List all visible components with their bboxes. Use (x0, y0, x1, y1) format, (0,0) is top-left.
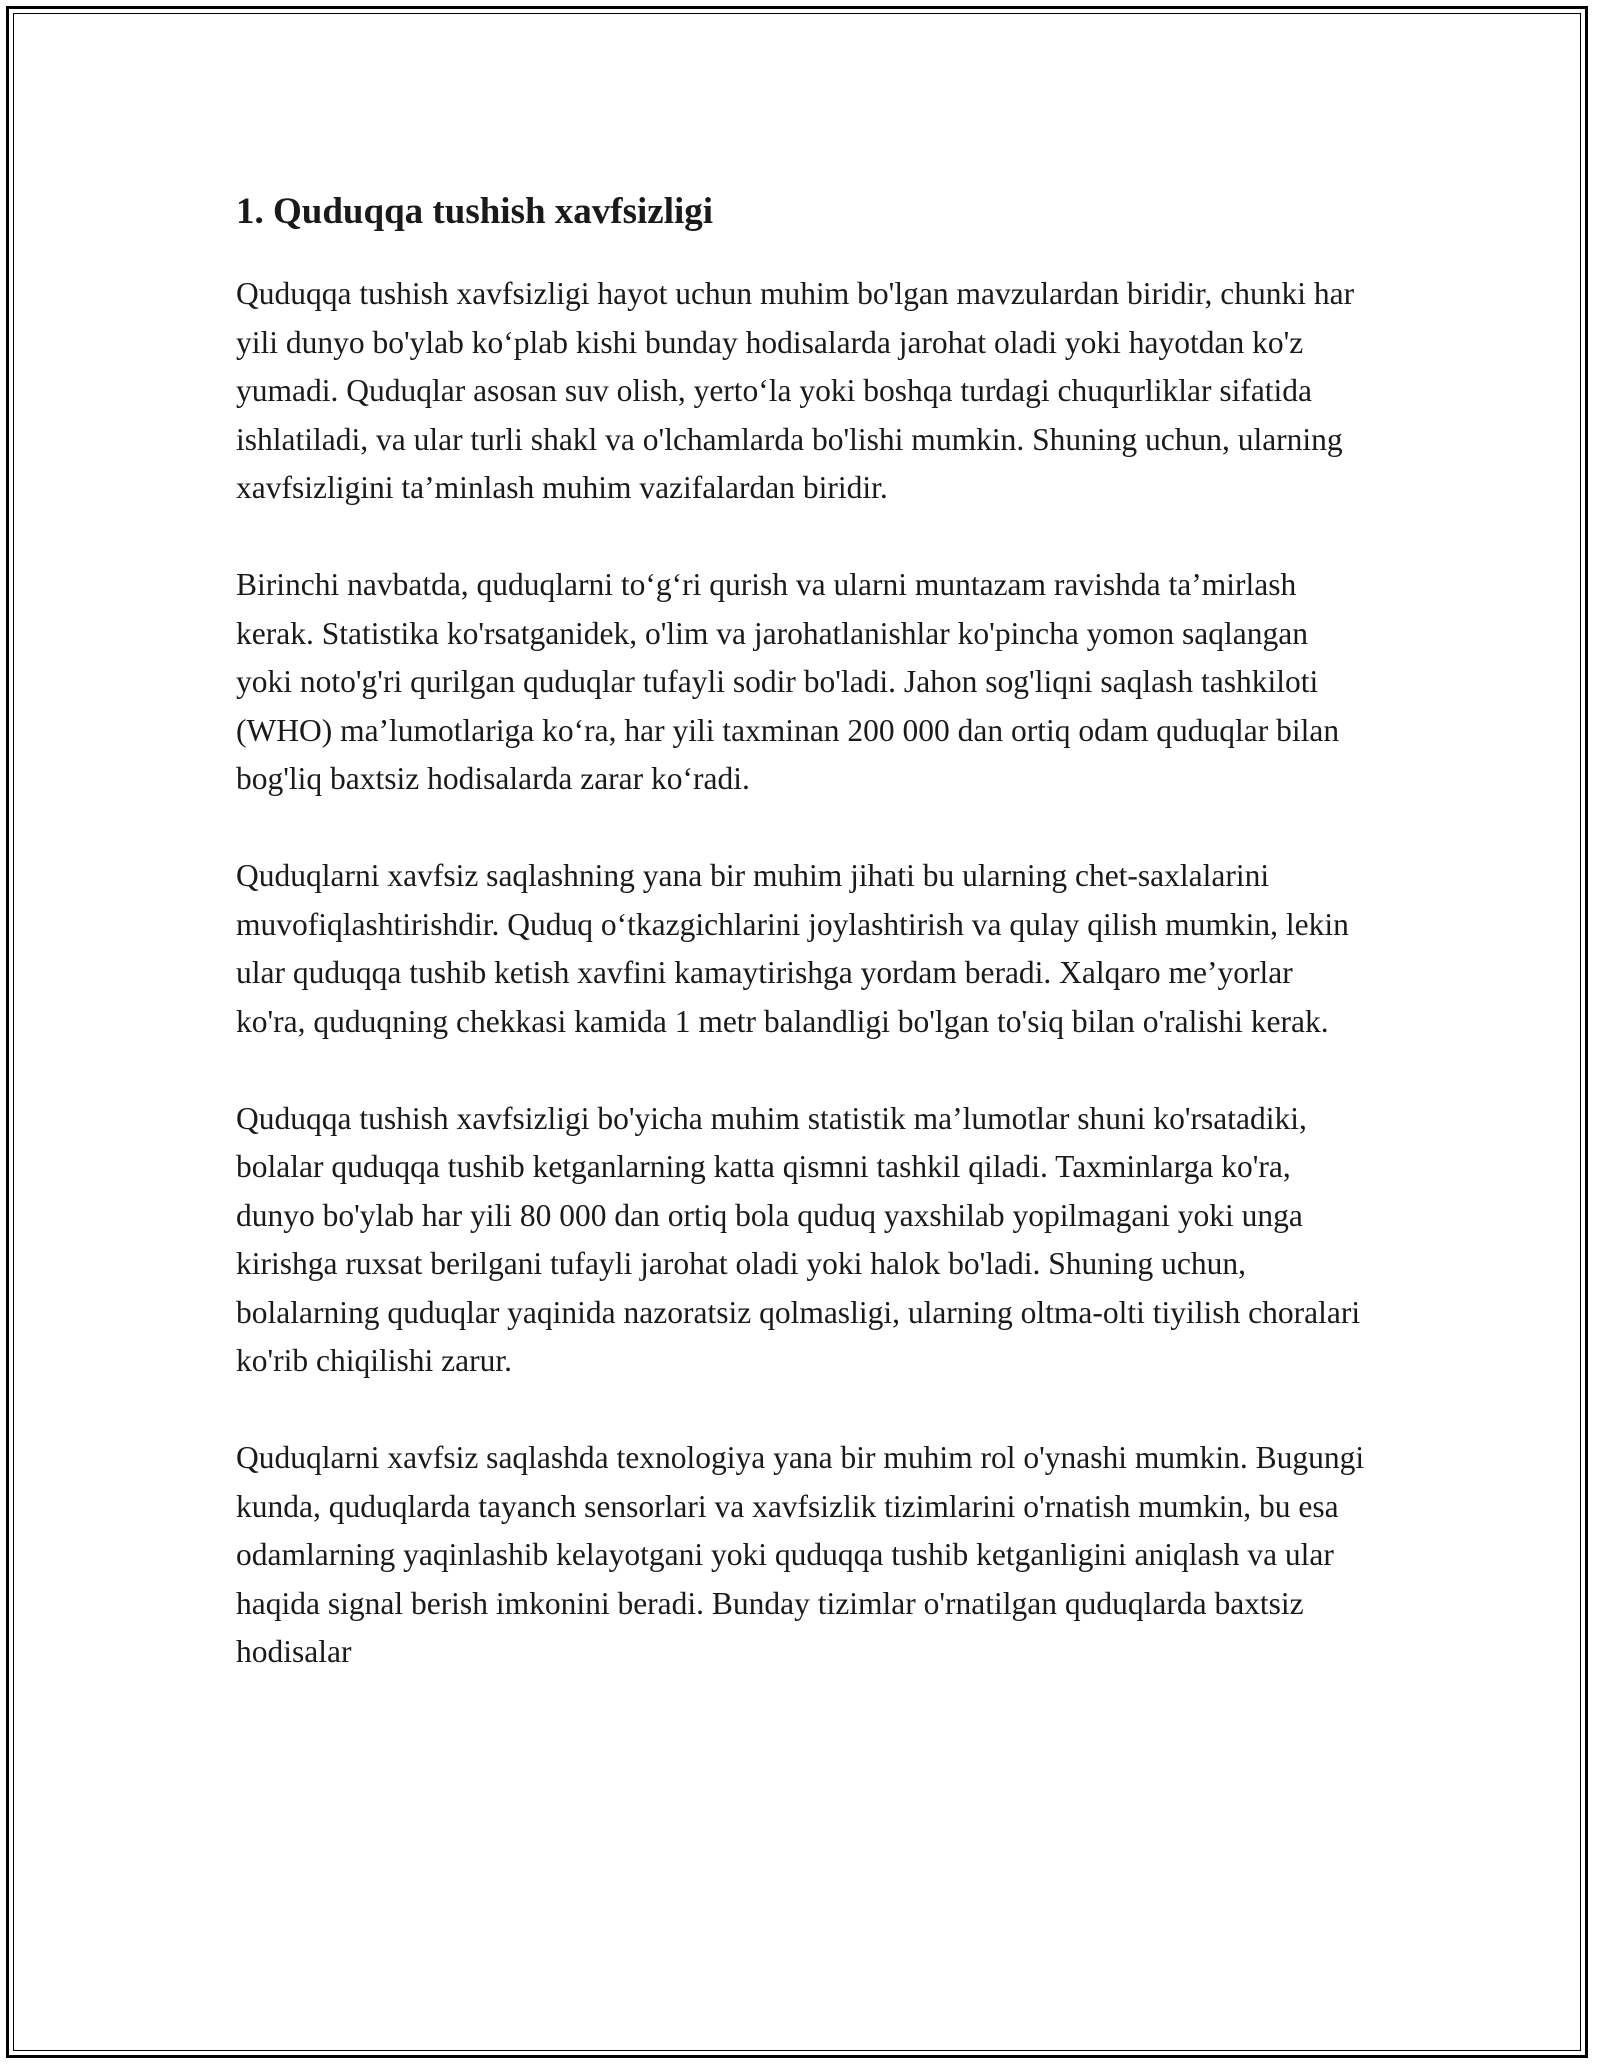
paragraph-1: Quduqqa tushish xavfsizligi hayot uchun muhim bo'lgan mavzulardan biridir, chunki har yili dunyo bo'ylab koʻplab kishi bunday hodisalarda jarohat oladi yoki hayotdan ko'z yumadi. Quduqlar asosan suv olish, yertoʻla yoki boshqa turdagi chuqurliklar sifatida ishlatiladi, va ular turli shakl va o'lchamlarda bo'lishi mumkin. Shuning uchun, ularning xavfsizligini taʼminlash muhim vazifalardan biridir. (236, 276, 1355, 505)
paragraph-4: Quduqqa tushish xavfsizligi bo'yicha muhim statistik maʼlumotlar shuni ko'rsatadiki, bolalar quduqqa tushib ketganlarning katta qismni tashkil qiladi. Taxminlarga ko'ra, dunyo bo'ylab har yili 80 000 dan ortiq bola quduq yaxshilab yopilmagani yoki unga kirishga ruxsat berilgani tufayli jarohat oladi yoki halok bo'ladi. Shuning uchun, bolalarning quduqlar yaqinida nazoratsiz qolmasligi, ularning oltma-olti tiyilish choralari ko'rib chiqilishi zarur. (236, 1100, 1361, 1378)
paragraph-3: Quduqlarni xavfsiz saqlashning yana bir muhim jihati bu ularning chet-saxlalarini muvofiqlashtirishdir. Quduq oʻtkazgichlarini joylashtirish va qulay qilish mumkin, lekin ular quduqqa tushib ketish xavfini kamaytirishga yordam beradi. Xalqaro meʼyorlar ko'ra, quduqning chekkasi kamida 1 metr balandligi bo'lgan to'siq bilan o'ralishi kerak. (236, 858, 1349, 1039)
document-body (236, 186, 1366, 1677)
paragraph-2: Birinchi navbatda, quduqlarni toʻgʻri qurish va ularni muntazam ravishda taʼmirlash kerak. Statistika ko'rsatganidek, o'lim va jarohatlanishlar ko'pincha yomon saqlangan yoki noto'g'ri qurilgan quduqlar tufayli sodir bo'ladi. Jahon sog'liqni saqlash tashkiloti (WHO) maʼlumotlariga koʻra, har yili taxminan 200 000 dan ortiq odam quduqlar bilan bog'liq baxtsiz hodisalarda zarar koʻradi. (236, 567, 1340, 796)
section-title: 1. Quduqqa tushish xavfsizligi (236, 191, 714, 232)
paragraph-5: Quduqlarni xavfsiz saqlashda texnologiya yana bir muhim rol o'ynashi mumkin. Bugungi kunda, quduqlarda tayanch sensorlari va xavfsizlik tizimlarini o'rnatish mumkin, bu esa odamlarning yaqinlashib kelayotgani yoki quduqqa tushib ketganligini aniqlash va ular haqida signal berish imkonini beradi. Bunday tizimlar o'rnatilgan quduqlarda baxtsiz hodisalar (236, 1440, 1365, 1669)
